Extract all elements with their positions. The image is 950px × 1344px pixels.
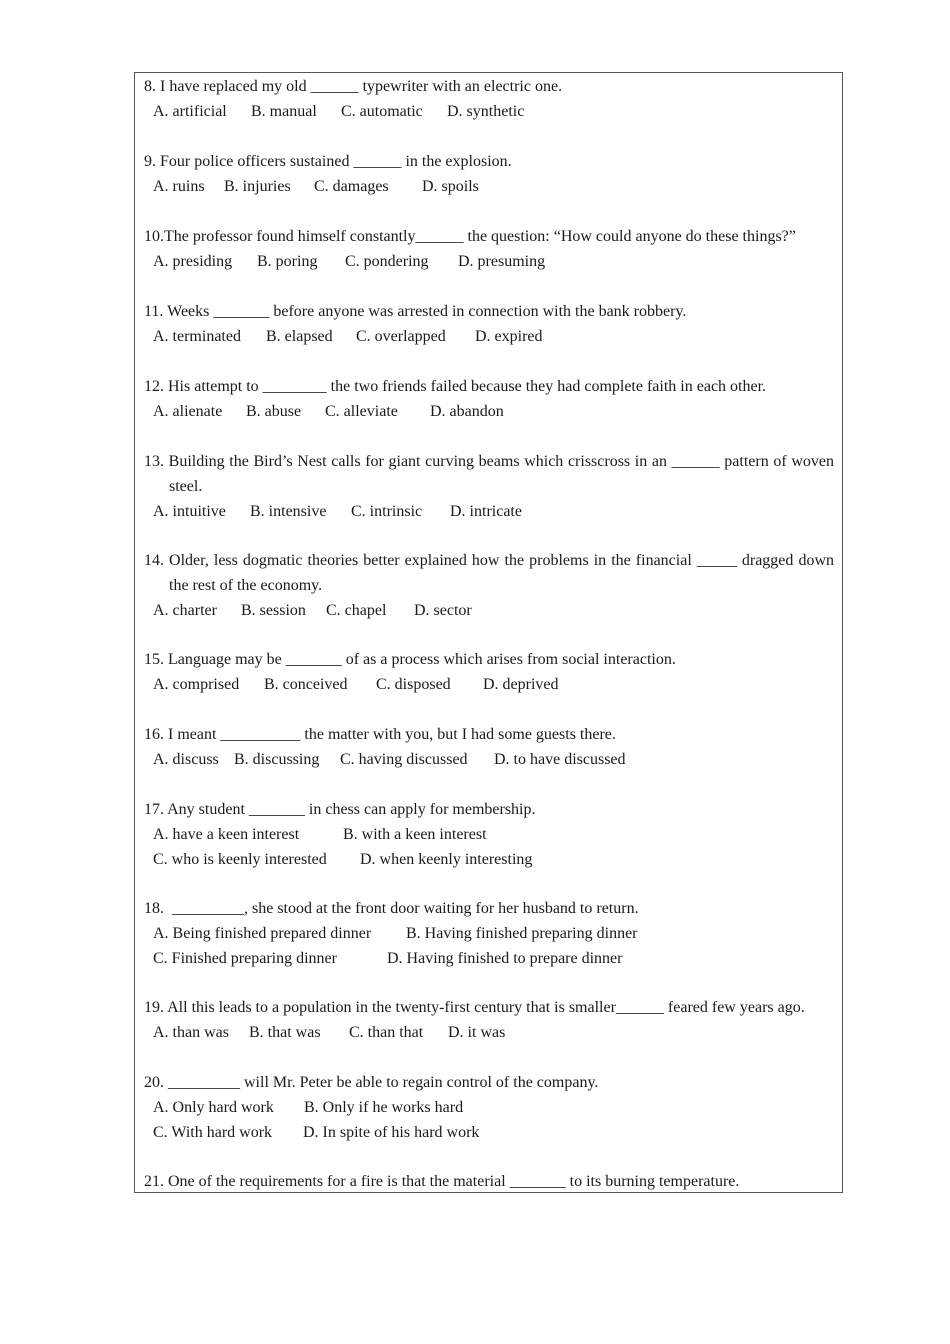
option-b: B. conceived	[264, 676, 348, 693]
options-row	[144, 249, 834, 274]
option-a: A. ruins	[153, 178, 205, 195]
options-row	[144, 1120, 834, 1145]
option-c: C. having discussed	[340, 751, 468, 768]
question-19	[144, 995, 834, 1045]
option-d: D. synthetic	[447, 103, 525, 120]
option-a: A. alienate	[153, 403, 223, 420]
option-a: A. presiding	[153, 253, 233, 270]
option-d: D. expired	[475, 328, 543, 345]
option-d: D. it was	[448, 1024, 506, 1041]
question-text: 19. All this leads to a population in the twenty-first century that is smaller______ feared few years ago.	[144, 999, 805, 1016]
option-d: D. intricate	[450, 503, 522, 520]
option-d: D. deprived	[483, 676, 559, 693]
option-c: C. chapel	[326, 602, 387, 619]
options-row	[144, 324, 834, 349]
question-text: 18. _________, she stood at the front door waiting for her husband to return.	[144, 900, 639, 917]
question-text: 15. Language may be _______ of as a process which arises from social interaction.	[144, 651, 676, 668]
question-text: 20. _________ will Mr. Peter be able to regain control of the company.	[144, 1074, 599, 1091]
question-16	[144, 722, 834, 772]
option-a: A. artificial	[153, 103, 227, 120]
option-b: B. injuries	[224, 178, 291, 195]
question-text: 21. One of the requirements for a fire is that the material _______ to its burning temperature.	[144, 1173, 740, 1190]
option-b: B. poring	[257, 253, 318, 270]
option-c: C. overlapped	[356, 328, 446, 345]
option-b: B. elapsed	[266, 328, 333, 345]
question-box	[134, 72, 843, 1193]
options-row	[144, 847, 834, 872]
option-c: C. disposed	[376, 676, 451, 693]
option-b: B. that was	[249, 1024, 321, 1041]
question-text: 9. Four police officers sustained ______ in the explosion.	[144, 153, 512, 170]
option-a: A. comprised	[153, 676, 240, 693]
question-text: 12. His attempt to ________ the two friends failed because they had complete faith in each other.	[144, 378, 767, 395]
option-c: C. than that	[349, 1024, 424, 1041]
option-a: A. charter	[153, 602, 217, 619]
option-c: C. alleviate	[325, 403, 398, 420]
options-row	[144, 921, 834, 946]
options-row	[144, 822, 834, 847]
question-20	[144, 1070, 834, 1145]
options-row	[144, 1020, 834, 1045]
options-row	[144, 99, 834, 124]
option-a: A. discuss	[153, 751, 219, 768]
option-d: D. In spite of his hard work	[303, 1124, 480, 1141]
options-row	[144, 1095, 834, 1120]
question-11	[144, 299, 834, 349]
option-a: A. than was	[153, 1024, 229, 1041]
option-b: B. Only if he works hard	[304, 1099, 464, 1116]
option-c: C. automatic	[341, 103, 423, 120]
question-text: 13. Building the Bird’s Nest calls for giant curving beams which crisscross in an ______ pattern of woven steel.	[144, 453, 834, 495]
options-row	[144, 747, 834, 772]
option-d: D. presuming	[458, 253, 546, 270]
option-b: B. manual	[251, 103, 317, 120]
option-b: B. abuse	[246, 403, 302, 420]
options-row	[144, 174, 834, 199]
question-18	[144, 896, 834, 971]
option-c: C. damages	[314, 178, 389, 195]
question-text: 10.The professor found himself constantly______ the question: “How could anyone do these things?”	[144, 228, 796, 245]
question-text: 8. I have replaced my old ______ typewriter with an electric one.	[144, 78, 563, 95]
option-a: A. intuitive	[153, 503, 226, 520]
question-8	[144, 74, 834, 124]
option-c: C. who is keenly interested	[153, 851, 327, 868]
option-d: D. sector	[414, 602, 472, 619]
option-a: A. Only hard work	[153, 1099, 274, 1116]
option-d: D. when keenly interesting	[360, 851, 533, 868]
options-row	[144, 598, 834, 623]
option-b: B. with a keen interest	[343, 826, 487, 843]
option-c: C. pondering	[345, 253, 429, 270]
question-10	[144, 224, 834, 274]
options-row	[144, 946, 834, 971]
question-14	[144, 548, 834, 623]
option-b: B. Having finished preparing dinner	[406, 925, 638, 942]
option-c: C. Finished preparing dinner	[153, 950, 337, 967]
option-a: A. terminated	[153, 328, 241, 345]
options-row	[144, 672, 834, 697]
question-text: 11. Weeks _______ before anyone was arrested in connection with the bank robbery.	[144, 303, 687, 320]
question-12	[144, 374, 834, 424]
question-13	[144, 449, 834, 524]
question-17	[144, 797, 834, 872]
option-b: B. session	[241, 602, 306, 619]
question-15	[144, 647, 834, 697]
option-a: A. Being finished prepared dinner	[153, 925, 372, 942]
option-c: C. intrinsic	[351, 503, 423, 520]
option-d: D. spoils	[422, 178, 479, 195]
option-b: B. discussing	[234, 751, 320, 768]
question-text: 17. Any student _______ in chess can apply for membership.	[144, 801, 536, 818]
option-a: A. have a keen interest	[153, 826, 300, 843]
option-d: D. to have discussed	[494, 751, 626, 768]
options-row	[144, 499, 834, 524]
options-row	[144, 399, 834, 424]
question-text: 16. I meant __________ the matter with you, but I had some guests there.	[144, 726, 616, 743]
question-text: 14. Older, less dogmatic theories better explained how the problems in the financial _____ dragged down the rest of the economy.	[144, 552, 834, 594]
question-9	[144, 149, 834, 199]
question-21	[144, 1169, 834, 1194]
option-c: C. With hard work	[153, 1124, 273, 1141]
option-d: D. abandon	[430, 403, 504, 420]
option-b: B. intensive	[250, 503, 327, 520]
option-d: D. Having finished to prepare dinner	[387, 950, 623, 967]
